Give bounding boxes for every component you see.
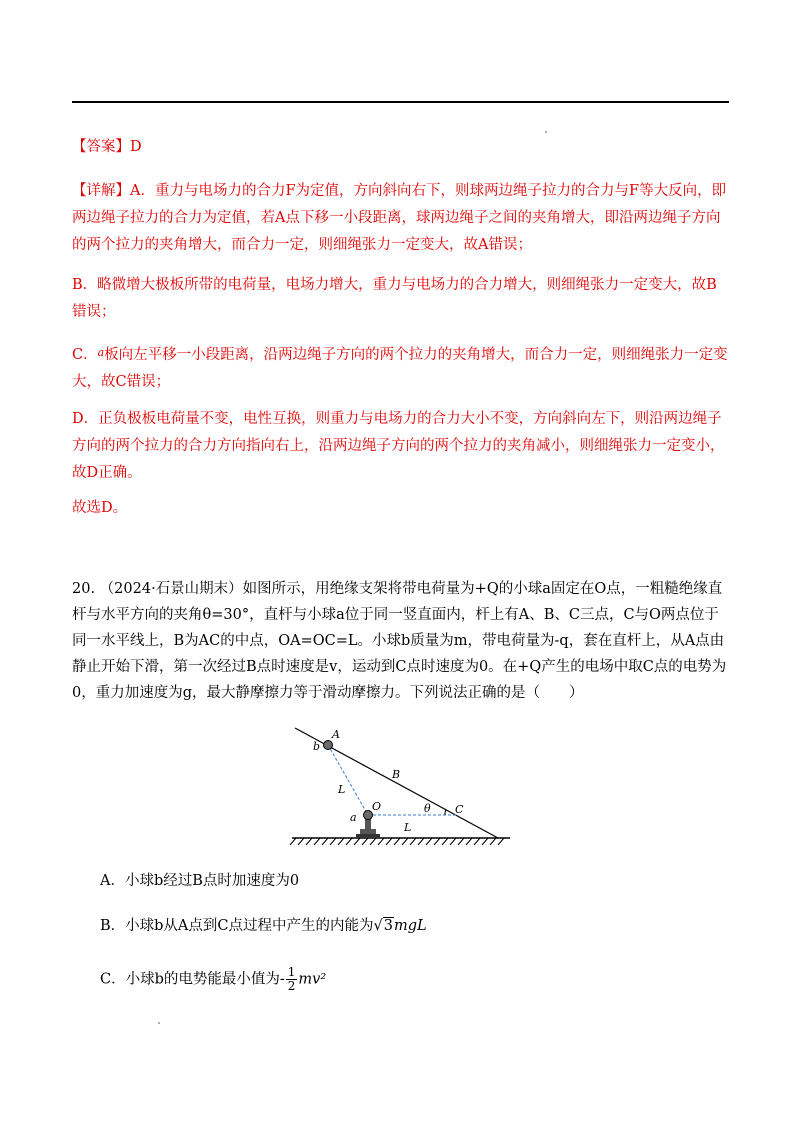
- option-a: A．小球b经过B点时加速度为0: [100, 873, 300, 889]
- explanation-label: 【详解】: [72, 183, 130, 199]
- header-rule: [72, 101, 729, 103]
- label-C: C: [455, 803, 464, 816]
- option-c-denominator: 2: [287, 979, 296, 993]
- label-L-oa: L: [338, 783, 346, 796]
- label-L-oc: L: [404, 821, 412, 834]
- option-c-numerator: 1: [287, 965, 296, 979]
- option-c-suffix: mv²: [298, 971, 327, 988]
- question-text: （2024·石景山期末）如图所示，用绝缘支架将带电荷量为+Q的小球a固定在O点，一粗糙绝缘直杆与水平方向的夹角θ=30°，直杆与小球a位于同一竖直面内，杆上有A、B、C三点，C与O两点位于同一水平线上，B为AC的中点，OA=OC=L。小球b质量为m，带电荷量为-q，套在直杆上，从A点由静止开始下滑，第一次经过B点时速度是v，运动到C点时速度为0。在+Q产生的电场中取C点的电势为0，重力加速度为g，最大静摩擦力等于滑动摩擦力。下列说法正确的是（ ）: [72, 581, 727, 701]
- answer-label: 【答案】: [72, 139, 130, 155]
- explanation-a: [72, 178, 728, 259]
- explanation-c-text: 板向左平移一小段距离，沿两边绳子方向的两个拉力的夹角增大，而合力一定，则细绳张力一定变大，故C错误；: [72, 347, 728, 390]
- scan-speck: [158, 1022, 160, 1024]
- label-b: b: [313, 740, 321, 753]
- sqrt-symbol: √3: [373, 918, 393, 934]
- stand-foot: [356, 834, 380, 838]
- ball-b: [324, 741, 333, 750]
- line-oa: [328, 745, 368, 815]
- explanation-a-text: A．重力与电场力的合力F为定值，方向斜向右下，则球两边绳子拉力的合力与F等大反向，即两边绳子拉力的合力为定值，若A点下移一小段距离，球两边绳子之间的夹角增大，即沿两边绳子方向的两个拉力的夹角增大，而合力一定，则细绳张力一定变大，故A错误；: [72, 183, 727, 253]
- option-b-radicand: 3: [383, 918, 393, 934]
- stand-base: [360, 829, 376, 834]
- question-20: [72, 576, 728, 706]
- label-B: B: [392, 768, 401, 781]
- option-b-suffix: mgL: [394, 918, 427, 934]
- option-c-prefix: C．小球b的电势能最小值为-: [100, 971, 285, 988]
- question-number: 20.: [72, 581, 96, 597]
- label-theta: θ: [424, 802, 431, 815]
- explanation-conclusion: 故选D。: [72, 500, 128, 516]
- option-b-prefix: B．小球b从A点到C点过程中产生的内能为: [100, 918, 374, 934]
- ground-hatching: [290, 838, 504, 845]
- explanation-d: D．正负极板电荷量不变，电性互换，则重力与电场力的合力大小不变，方向斜向左下，则沿两边绳子方向的两个拉力的合力方向指向右上，沿两边绳子方向的两个拉力的夹角减小，则细绳张力一定变小，故D正确。: [72, 411, 725, 481]
- label-O: O: [372, 800, 382, 813]
- explanation-b: B．略微增大极板所带的电荷量，电场力增大，重力与电场力的合力增大，则细绳张力一定变大，故B错误；: [72, 277, 717, 320]
- explanation-c: [72, 339, 728, 396]
- explanation-c-prefix: C．: [72, 347, 98, 363]
- option-b: [100, 914, 427, 938]
- scan-speck: [545, 131, 547, 133]
- physics-diagram: [280, 718, 520, 848]
- option-c: [100, 966, 326, 993]
- label-a: a: [350, 811, 357, 824]
- explanation-c-var: a: [97, 346, 105, 359]
- label-A: A: [332, 728, 340, 741]
- answer-line: [72, 134, 728, 161]
- answer-value: D: [130, 139, 142, 155]
- fraction: [286, 966, 298, 993]
